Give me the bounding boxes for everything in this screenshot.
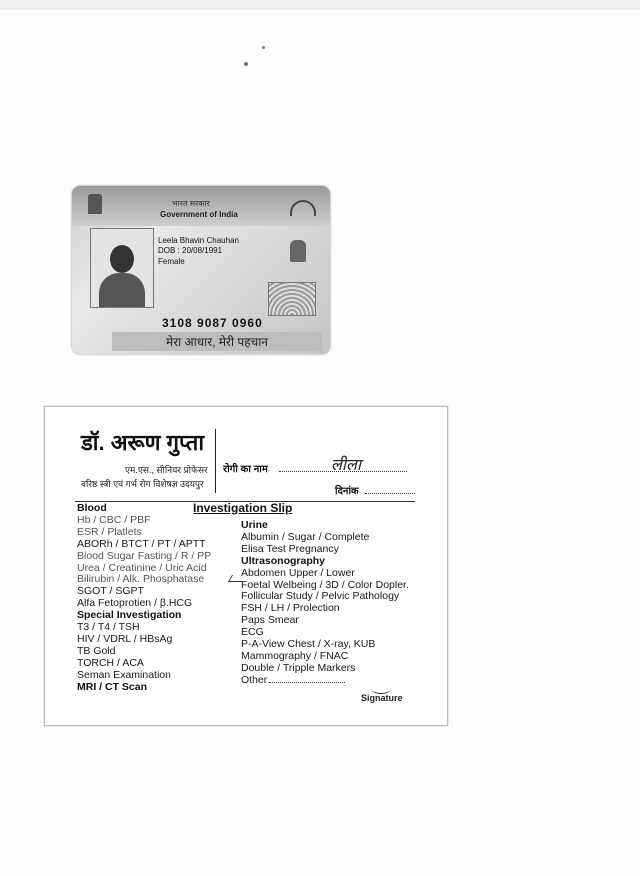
- investigation-item-label: FSH / LH / Prolection: [241, 602, 340, 615]
- investigation-item-label: Elisa Test Pregnancy: [241, 542, 339, 555]
- id-card-photo: [90, 228, 154, 308]
- investigation-item-label: Hb / CBC / PBF: [77, 513, 151, 526]
- id-card-gender: Female: [158, 257, 185, 266]
- doctor-qualification: एम.एस., सीनियर प्रोफेसर: [125, 465, 208, 475]
- slip-title: Investigation Slip: [193, 501, 293, 515]
- id-card-dob: DOB : 20/08/1991: [158, 246, 223, 255]
- investigation-item-label: Foetal Welbeing / 3D / Color Dopler.: [241, 578, 409, 591]
- patient-name-handwritten: लीला: [331, 455, 361, 474]
- investigation-item-label: Urine: [241, 519, 268, 531]
- investigation-item-label: Ultrasonography: [241, 554, 326, 567]
- investigation-item-label: Mammography / FNAC: [241, 649, 349, 662]
- id-card-number: 3108 9087 0960: [162, 316, 263, 330]
- investigation-item: [241, 663, 441, 675]
- investigation-item-label: Albumin / Sugar / Complete: [241, 530, 370, 543]
- scan-speck: [262, 46, 265, 49]
- date-label: दिनांक: [335, 486, 359, 497]
- investigation-list-left: [77, 503, 247, 694]
- investigation-item-label: TB Gold: [77, 644, 116, 657]
- investigation-item-label: Follicular Study / Pelvic Pathology: [241, 590, 400, 603]
- id-card-small-photo: [290, 240, 306, 262]
- hologram-icon: [268, 282, 316, 316]
- investigation-item-label: Other: [241, 673, 268, 686]
- investigation-item-label: HIV / VDRL / HBsAg: [77, 632, 173, 645]
- investigation-item-label: MRI / CT Scan: [77, 680, 148, 693]
- investigation-item-label: Abdomen Upper / Lower: [241, 566, 355, 579]
- investigation-item-label: Blood: [77, 502, 107, 514]
- patient-name-label: रोगी का नाम: [223, 464, 268, 475]
- date-line: [365, 493, 415, 494]
- investigation-item-label: Urea / Creatinine / Uric Acid: [77, 561, 207, 574]
- investigation-slip: [44, 406, 448, 726]
- investigation-item-label: ABORh / BTCT / PT / APTT: [77, 537, 206, 550]
- header-divider: [215, 429, 216, 493]
- investigation-item-label: Special Investigation: [77, 609, 182, 622]
- id-card-name: Leela Bhavin Chauhan: [158, 236, 239, 245]
- id-card-tagline: मेरा आधार, मेरी पहचान: [112, 332, 322, 351]
- investigation-item-label: ESR / Platlets: [77, 525, 142, 538]
- investigation-item-label: Bilirubin / Alk. Phosphatase: [77, 573, 205, 586]
- investigation-item-label: T3 / T4 / TSH: [77, 621, 140, 634]
- scan-speck: [244, 62, 248, 66]
- investigation-item-label: Blood Sugar Fasting / R / PP: [77, 549, 212, 562]
- investigation-item-label: Alfa Fetoprotien / β.HCG: [77, 597, 193, 610]
- doctor-specialty: वरिष्ठ स्त्री एवं गर्भ रोग विशेषज्ञ उदयपुर: [81, 479, 204, 489]
- investigation-list-right: [241, 520, 441, 687]
- investigation-item-label: SGOT / SGPT: [77, 585, 144, 598]
- id-card-gov-english: Government of India: [160, 210, 238, 219]
- doctor-name: डॉ. अरूण गुप्ता: [81, 430, 205, 455]
- investigation-item-label: ECG: [241, 626, 264, 639]
- id-card-gov-hindi: भारत सरकार: [172, 199, 210, 208]
- investigation-item: [241, 675, 441, 687]
- id-card: [72, 186, 330, 354]
- other-fill-line: [269, 682, 345, 683]
- investigation-item-label: P-A-View Chest / X-ray, KUB: [241, 638, 376, 651]
- investigation-item-label: Double / Tripple Markers: [241, 661, 356, 674]
- investigation-item-label: Paps Smear: [241, 614, 299, 627]
- investigation-item: [77, 682, 247, 694]
- national-emblem-icon: [88, 194, 102, 214]
- investigation-item-label: Seman Examination: [77, 668, 171, 681]
- investigation-item-label: TORCH / ACA: [77, 656, 144, 669]
- signature-label: Signature: [361, 693, 403, 703]
- investigation-item: [241, 615, 441, 627]
